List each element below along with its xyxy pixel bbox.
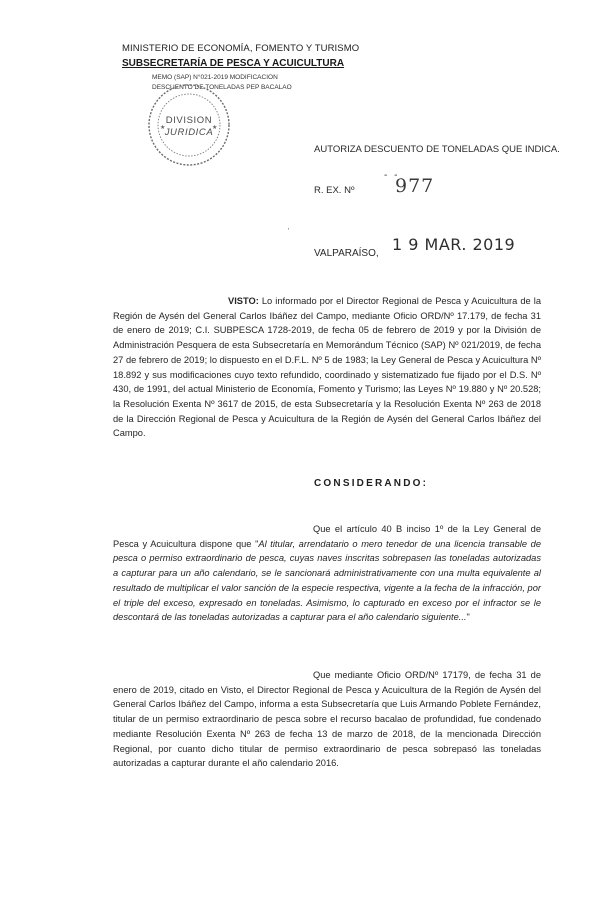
memo-line-1: MEMO (SAP) N°021-2019 MODIFICACION [152,74,278,81]
considerando-paragraph-2: Que mediante Oficio ORD/Nº 17179, de fecha 31 de enero de 2019, citado en Visto, el Director Regional de Pesca y Acuicultura de la Región de Aysén del General Carlos Ibáñez del Campo, informa a esta Subsecretaría que Luis Armando Poblete Fernández, titular de un permiso extraordinario de pesca sobre el recurso bacalao de profundidad, fue condenado mediante Resolución Exenta Nº 263 de fecha 13 de marzo de 2018, de la mencionada Dirección Regional, por cuanto dicho titular de permiso extraordinario de pesca sobrepasó las toneladas autorizadas a capturar durante el año calendario 2016. [113,670,541,769]
stamp-line-1: DIVISION [165,115,213,126]
considerando-heading: CONSIDERANDO: [314,478,429,489]
c1-intro: Que el artículo 40 B inciso 1º de la Ley General de Pesca y Acuicultura dispone que " [113,524,541,549]
visto-paragraph [113,294,541,441]
stamp-line-2: JURIDICA [164,127,214,138]
division-juridica-stamp [146,82,232,168]
stamp-star-left: ★ [160,124,166,131]
considerando-paragraph-1 [113,522,541,625]
rex-label: R. EX. Nº [314,185,355,196]
place-label: VALPARAÍSO, [314,248,379,259]
resolution-date: 1 9 MAR. 2019 [392,235,516,254]
memo-line-2: DESCUENTO DE TONELADAS PEP BACALAO [152,84,292,91]
resolution-subject: AUTORIZA DESCUENTO DE TONELADAS QUE INDICA. [314,144,560,155]
rex-number: 977 [395,175,435,197]
stamp-star-right: ★ [212,124,218,131]
c1-close: " [466,612,470,623]
subsecretaria-name: SUBSECRETARÍA DE PESCA Y ACUICULTURA [122,58,345,69]
tick-mark: ' [288,228,290,235]
dash-mark: - - [384,170,400,181]
visto-lead: VISTO: [228,296,259,306]
visto-text: Lo informado por el Director Regional de Pesca y Acuicultura de la Región de Aysén del General Carlos Ibáñez del Campo, mediante Oficio ORD/Nº 17.179, de fecha 31 de enero de 2019; C.I. SUBPESCA 1728-2019, de fecha 05 de febrero de 2019 y por la División de Administración Pesquera de esta Subsecretaría en Memorándum Técnico (SAP) Nº 021/2019, de fecha 27 de febrero de 2019; lo dispuesto en el D.F.L. Nº 5 de 1983; la Ley General de Pesca y Acuicultura Nº 18.892 y sus modificaciones cuyo texto refundido, coordinado y sistematizado fue fijado por el D.S. Nº 430, de 1991, del actual Ministerio de Economía, Fomento y Turismo; las Leyes Nº 19.880 y Nº 20.528; la Resolución Exenta Nº 3617 de 2015, de esta Subsecretaría y la Resolución Exenta Nº 263 de 2018 de la Dirección Regional de Pesca y Acuicultura de la Región de Aysén del General Carlos Ibáñez del Campo. [113,296,541,439]
c1-quote: Al titular, arrendatario o mero tenedor de una licencia transable de pesca o permiso extraordinario de pesca, cuyas naves inscritas sobrepasen las toneladas autorizadas a capturar para un año calendario, se le sancionará administrativamente con una multa equivalente al resultado de multiplicar el valor sanción de la especie respectiva, vigente a la fecha de la infracción, por el triple del exceso, expresado en toneladas. Asimismo, lo capturado en exceso por el infractor se le descontará de las toneladas autorizadas a capturar para el año calendario siguiente... [113,538,541,623]
ministry-name: MINISTERIO DE ECONOMÍA, FOMENTO Y TURISMO [122,43,360,54]
